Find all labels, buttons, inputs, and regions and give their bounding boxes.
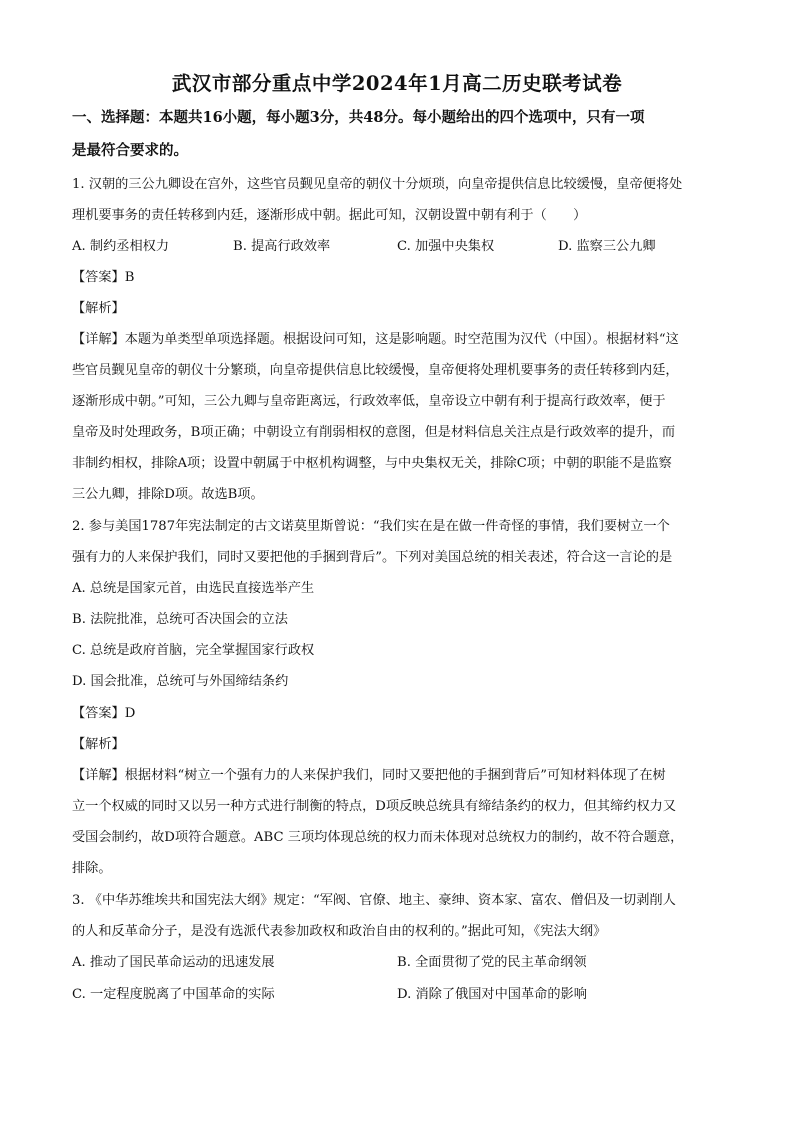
- q2-stem-line2: 强有力的人来保护我们，同时又要把他的手捆到背后”。下列对美国总统的相关表述，符合这一言论的是: [72, 550, 673, 565]
- q2-analysis-label: 【解析】: [72, 737, 125, 752]
- page-title: 武汉市部分重点中学2024年1月高二历史联考试卷: [171, 72, 623, 95]
- q1-detail-line4: 皇帝及时处理政务，B项正确；中朝设立有削弱相权的意图，但是材料信息关注点是行政效率的提升，而: [72, 425, 676, 440]
- q2-answer: 【答案】D: [72, 706, 136, 721]
- q3-option-a: A. 推动了国民革命运动的迅速发展: [72, 955, 275, 970]
- q2-option-b: B. 法院批准，总统可否决国会的立法: [72, 612, 288, 627]
- q3-option-b: B. 全面贯彻了党的民主革命纲领: [397, 955, 587, 970]
- q2-detail-line1: 【详解】根据材料“树立一个强有力的人来保护我们，同时又要把他的手捆到背后”可知材料体现了在树: [72, 768, 666, 783]
- q1-stem-line2: 理机要事务的责任转移到内廷，逐渐形成中朝。据此可知，汉朝设置中朝有利于（ ）: [72, 208, 587, 223]
- section-heading-line1: 一、选择题：本题共16小题，每小题3分，共48分。每小题给出的四个选项中，只有一项: [72, 109, 645, 126]
- q2-option-a: A. 总统是国家元首，由选民直接选举产生: [72, 581, 315, 596]
- q1-option-a: A. 制约丞相权力: [72, 239, 170, 254]
- q1-detail-line6: 三公九卿，排除D项。故选B项。: [72, 487, 264, 502]
- q1-detail-line1: 【详解】本题为单类型单项选择题。根据设问可知，这是影响题。时空范围为汉代（中国）。根据材料“这: [72, 332, 679, 347]
- q2-detail-line3: 受国会制约，故D项符合题意。ABC 三项均体现总统的权力而未体现对总统权力的制约，故不符合题意，: [72, 830, 684, 845]
- q1-option-c: C. 加强中央集权: [397, 239, 495, 254]
- q3-stem-line2: 的人和反革命分子，是没有选派代表参加政权和政治自由的权利的。”据此可知，《宪法大纲》: [72, 924, 607, 939]
- q1-analysis-label: 【解析】: [72, 301, 125, 316]
- q2-option-c: C. 总统是政府首脑，完全掌握国家行政权: [72, 643, 315, 658]
- q2-detail-line2: 立一个权威的同时又以另一种方式进行制衡的特点，D项反映总统具有缔结条约的权力，但其缔约权力又: [72, 799, 677, 814]
- q1-option-d: D. 监察三公九卿: [558, 239, 656, 254]
- q2-stem-line1: 2. 参与美国1787年宪法制定的古文诺莫里斯曾说：“我们实在是在做一件奇怪的事情，我们要树立一个: [72, 519, 670, 534]
- q3-stem-line1: 3. 《中华苏维埃共和国宪法大纲》规定：“军阀、官僚、地主、豪绅、资本家、富农、僧侣及一切剥削人: [72, 893, 676, 908]
- q1-stem-line1: 1. 汉朝的三公九卿设在宫外，这些官员觐见皇帝的朝仪十分烦琐，向皇帝提供信息比较缓慢，皇帝便将处: [72, 177, 683, 192]
- q1-answer: 【答案】B: [72, 270, 135, 285]
- q1-option-b: B. 提高行政效率: [233, 239, 331, 254]
- q1-detail-line5: 非制约相权，排除A项；设置中朝属于中枢机构调整，与中央集权无关，排除C项；中朝的职能不是监察: [72, 456, 672, 471]
- q3-option-d: D. 消除了俄国对中国革命的影响: [397, 987, 587, 1002]
- q1-detail-line2: 些官员觐见皇帝的朝仪十分繁琐，向皇帝提供信息比较缓慢，皇帝便将处理机要事务的责任转移到内廷，: [72, 363, 679, 378]
- q2-option-d: D. 国会批准，总统可与外国缔结条约: [72, 674, 289, 689]
- q2-detail-line4: 排除。: [72, 861, 112, 876]
- q1-detail-line3: 逐渐形成中朝。”可知，三公九卿与皇帝距离远，行政效率低，皇帝设立中朝有利于提高行政效率，便于: [72, 394, 666, 409]
- q3-option-c: C. 一定程度脱离了中国革命的实际: [72, 987, 275, 1002]
- section-heading-line2: 是最符合要求的。: [72, 142, 188, 159]
